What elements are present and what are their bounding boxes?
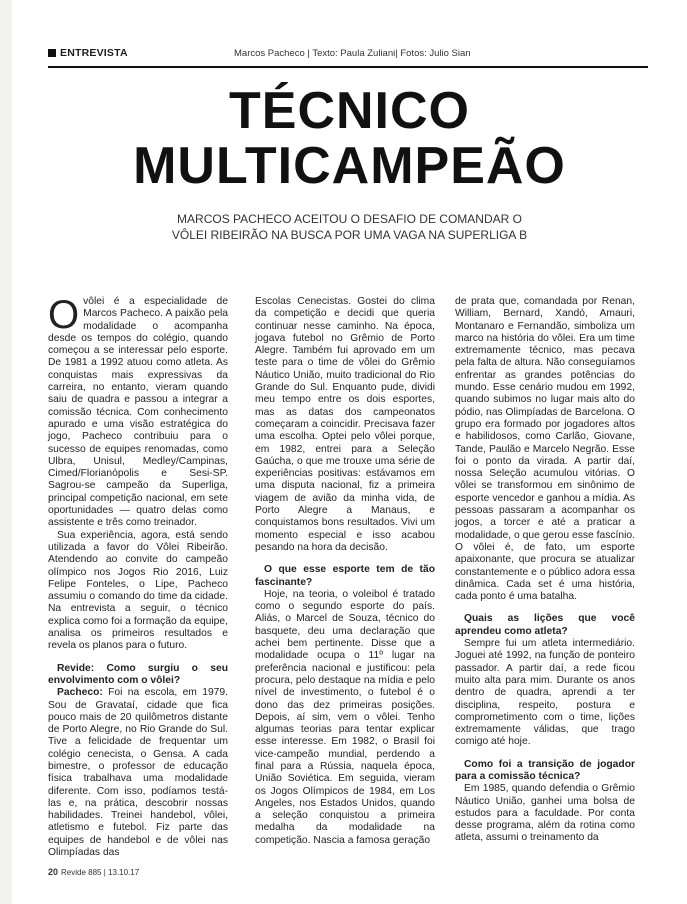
standfirst-line-2: VÔLEI RIBEIRÃO NA BUSCA POR UMA VAGA NA SUPERLIGA B bbox=[171, 228, 528, 242]
magazine-page bbox=[12, 0, 687, 904]
headline bbox=[12, 84, 687, 194]
body-paragraph: de prata que, comandada por Renan, William, Bernard, Xandó, Amauri, Montanaro e Fernandão, simboliza um marco na história do vôlei. Era um time extremamente técnico, mas pecava pela falta de altura. Não conseguíamos enfrentar as grandes potências do mundo. Esse cenário mudou em 1992, quando subimos no lugar mais alto do pódio, nas Olimpíadas de Barcelona. O grupo era formado por jogadores altos e habilidosos, como Carlão, Giovane, Tande, Paulão e Marcelo Negrão. Esse foi o ponto da virada. A partir daí, nossa Seleção acumulou vitórias. O vôlei se transformou em sinônimo de esporte vencedor e ganhou a mídia. As pessoas passaram a acompanhar os jogos, a torcer e até a praticar a modalidade, o que gerou esse fascínio. O vôlei é, de fato, um esporte apaixonante, que procura se atualizar constantemente e o público adora essa dinâmica. Cada set é uma história, cada ponto é uma batalha. bbox=[455, 296, 635, 603]
page-header bbox=[48, 44, 648, 68]
answer-paragraph: Hoje, na teoria, o voleibol é tratado como o segundo esporte do país. Aliás, o Marcel de Souza, técnico do basquete, deu uma declaração que achei bem pertinente. Disse que a modalidade ocupa o 11º lugar na preferência nacional e justificou: pela procura, pelo destaque na mídia e pelo nível de investimento, o futebol é o dono das dez primeiras posições. Depois, aí sim, vem o vôlei. Tenho algumas teorias para tentar explicar esse interesse. Em 1982, o Brasil foi vice-campeão mundial, perdendo a final para a Rússia, naquela época, União Soviética. Em seguida, vieram os Jogos Olímpicos de 1984, em Los Angeles, nos Estados Unidos, quando a seleção conquistou a primeira medalha da modalidade na competição. Nascia a famosa geração bbox=[255, 588, 435, 846]
answer-paragraph bbox=[48, 687, 228, 859]
drop-cap: O bbox=[48, 293, 80, 337]
question: O que esse esporte tem de tão fascinante? bbox=[255, 564, 435, 588]
body-paragraph: Sua experiência, agora, está sendo utilizada a favor do Vôlei Ribeirão. Atendendo ao convite do campeão olímpico nos Jogos Rio 2016, Luiz Felipe Fonteles, o Lipe, Pacheco assumiu o comando do time da cidade. Na entrevista a seguir, o técnico explica como foi a formação da equipe, analisa os primeiros resultados e revela os planos para o futuro. bbox=[48, 529, 228, 652]
article-column-2 bbox=[255, 296, 435, 847]
question: Revide: Como surgiu o seu envolvimento com o vôlei? bbox=[48, 662, 228, 686]
answer-paragraph: Em 1985, quando defendia o Grêmio Náutico União, ganhei uma bolsa de estudos para a faculdade. Por conta desse programa, além da rotina como atleta, assumi o treinamento da bbox=[455, 783, 635, 844]
issue-info: Revide 885 | 13.10.17 bbox=[61, 868, 140, 877]
question: Quais as lições que você aprendeu como atleta? bbox=[455, 613, 635, 637]
page-footer bbox=[48, 867, 139, 877]
credits-line: Marcos Pacheco | Texto: Paula Zuliani| Fotos: Julio Sian bbox=[234, 48, 471, 59]
section-label bbox=[48, 47, 128, 59]
answer-paragraph: Sempre fui um atleta intermediário. Joguei até 1992, na função de ponteiro passador. A partir daí, a rede ficou muito alta para mim. Durante os anos dentro de quadra, aprendi a ter disciplina, respeito, postura e comprometimento com o time, lições extremamente válidas, que trago comigo até hoje. bbox=[455, 638, 635, 748]
body-paragraph: Escolas Cenecistas. Gostei do clima da competição e decidi que queria continuar nesse caminho. Na época, jogava futebol no Grêmio de Porto Alegre. Também fui aprovado em um teste para o time de vôlei do Grêmio Náutico União, muito tradicional do Rio Grande do Sul. Enquanto pude, dividi meu tempo entre os dois esportes, mas as datas dos campeonatos começaram a coincidir. Precisava fazer uma escolha. Optei pelo vôlei porque, em 1982, entrei para a Seleção Gaúcha, o que me trouxe uma série de experiências positivas: estávamos em uma disputa nacional, fiz a primeira viagem de avião da minha vida, de Porto Alegre a Manaus, e conquistamos bons resultados. Vivi um momento especial e isso acabou pesando na hora da decisão. bbox=[255, 296, 435, 553]
section-square-icon bbox=[48, 49, 56, 57]
page-number: 20 bbox=[48, 867, 59, 877]
speaker-label: Pacheco: bbox=[57, 687, 103, 699]
article-column-1 bbox=[48, 293, 228, 859]
headline-line-2: MULTICAMPEÃO bbox=[133, 137, 566, 195]
answer-text: Foi na escola, em 1979. Sou de Gravataí, cidade que fica pouco mais de 20 quilômetros distante de Porto Alegre, no Rio Grande do Sul. Tive a felicidade de frequentar um colégio cenecista, o Gensa. A cada bimestre, o professor de educação física trabalhava uma modalidade diferente. Com isso, podíamos testá-las e, na prática, descobrir nossas habilidades. Treinei handebol, vôlei, atletismo e futebol. Fiz parte das equipes de handebol e de vôlei nas Olimpíadas das bbox=[48, 687, 228, 859]
question: Como foi a transição de jogador para a comissão técnica? bbox=[455, 758, 635, 782]
article-column-3 bbox=[455, 296, 635, 845]
standfirst bbox=[162, 211, 537, 243]
section-name: ENTREVISTA bbox=[60, 47, 128, 59]
headline-line-1: TÉCNICO bbox=[229, 82, 470, 140]
standfirst-line-1: MARCOS PACHECO ACEITOU O DESAFIO DE COMANDAR O bbox=[177, 212, 522, 226]
intro-text: vôlei é a especialidade de Marcos Pacheco. A paixão pela modalidade o acompanha desde os tempos do colégio, quando começou a se interessar pelo esporte. De 1981 a 1992 atuou como atleta. As conquistas mais expressivas da carreira, no entanto, vieram quando saiu de quadra e passou a integrar a comissão técnica. Com conhecimento apurado e uma visão estratégica do jogo, Pacheco contribuiu para o sucesso de equipes renomadas, como Ulbra, Unisul, Medley/Campinas, Cimed/Florianópolis e Sesi-SP. Sagrou-se campeão da Superliga, principal competição nacional, em sete oportunidades — quatro delas como assistente e três como treinador. bbox=[48, 296, 228, 529]
intro-paragraph bbox=[48, 293, 228, 530]
